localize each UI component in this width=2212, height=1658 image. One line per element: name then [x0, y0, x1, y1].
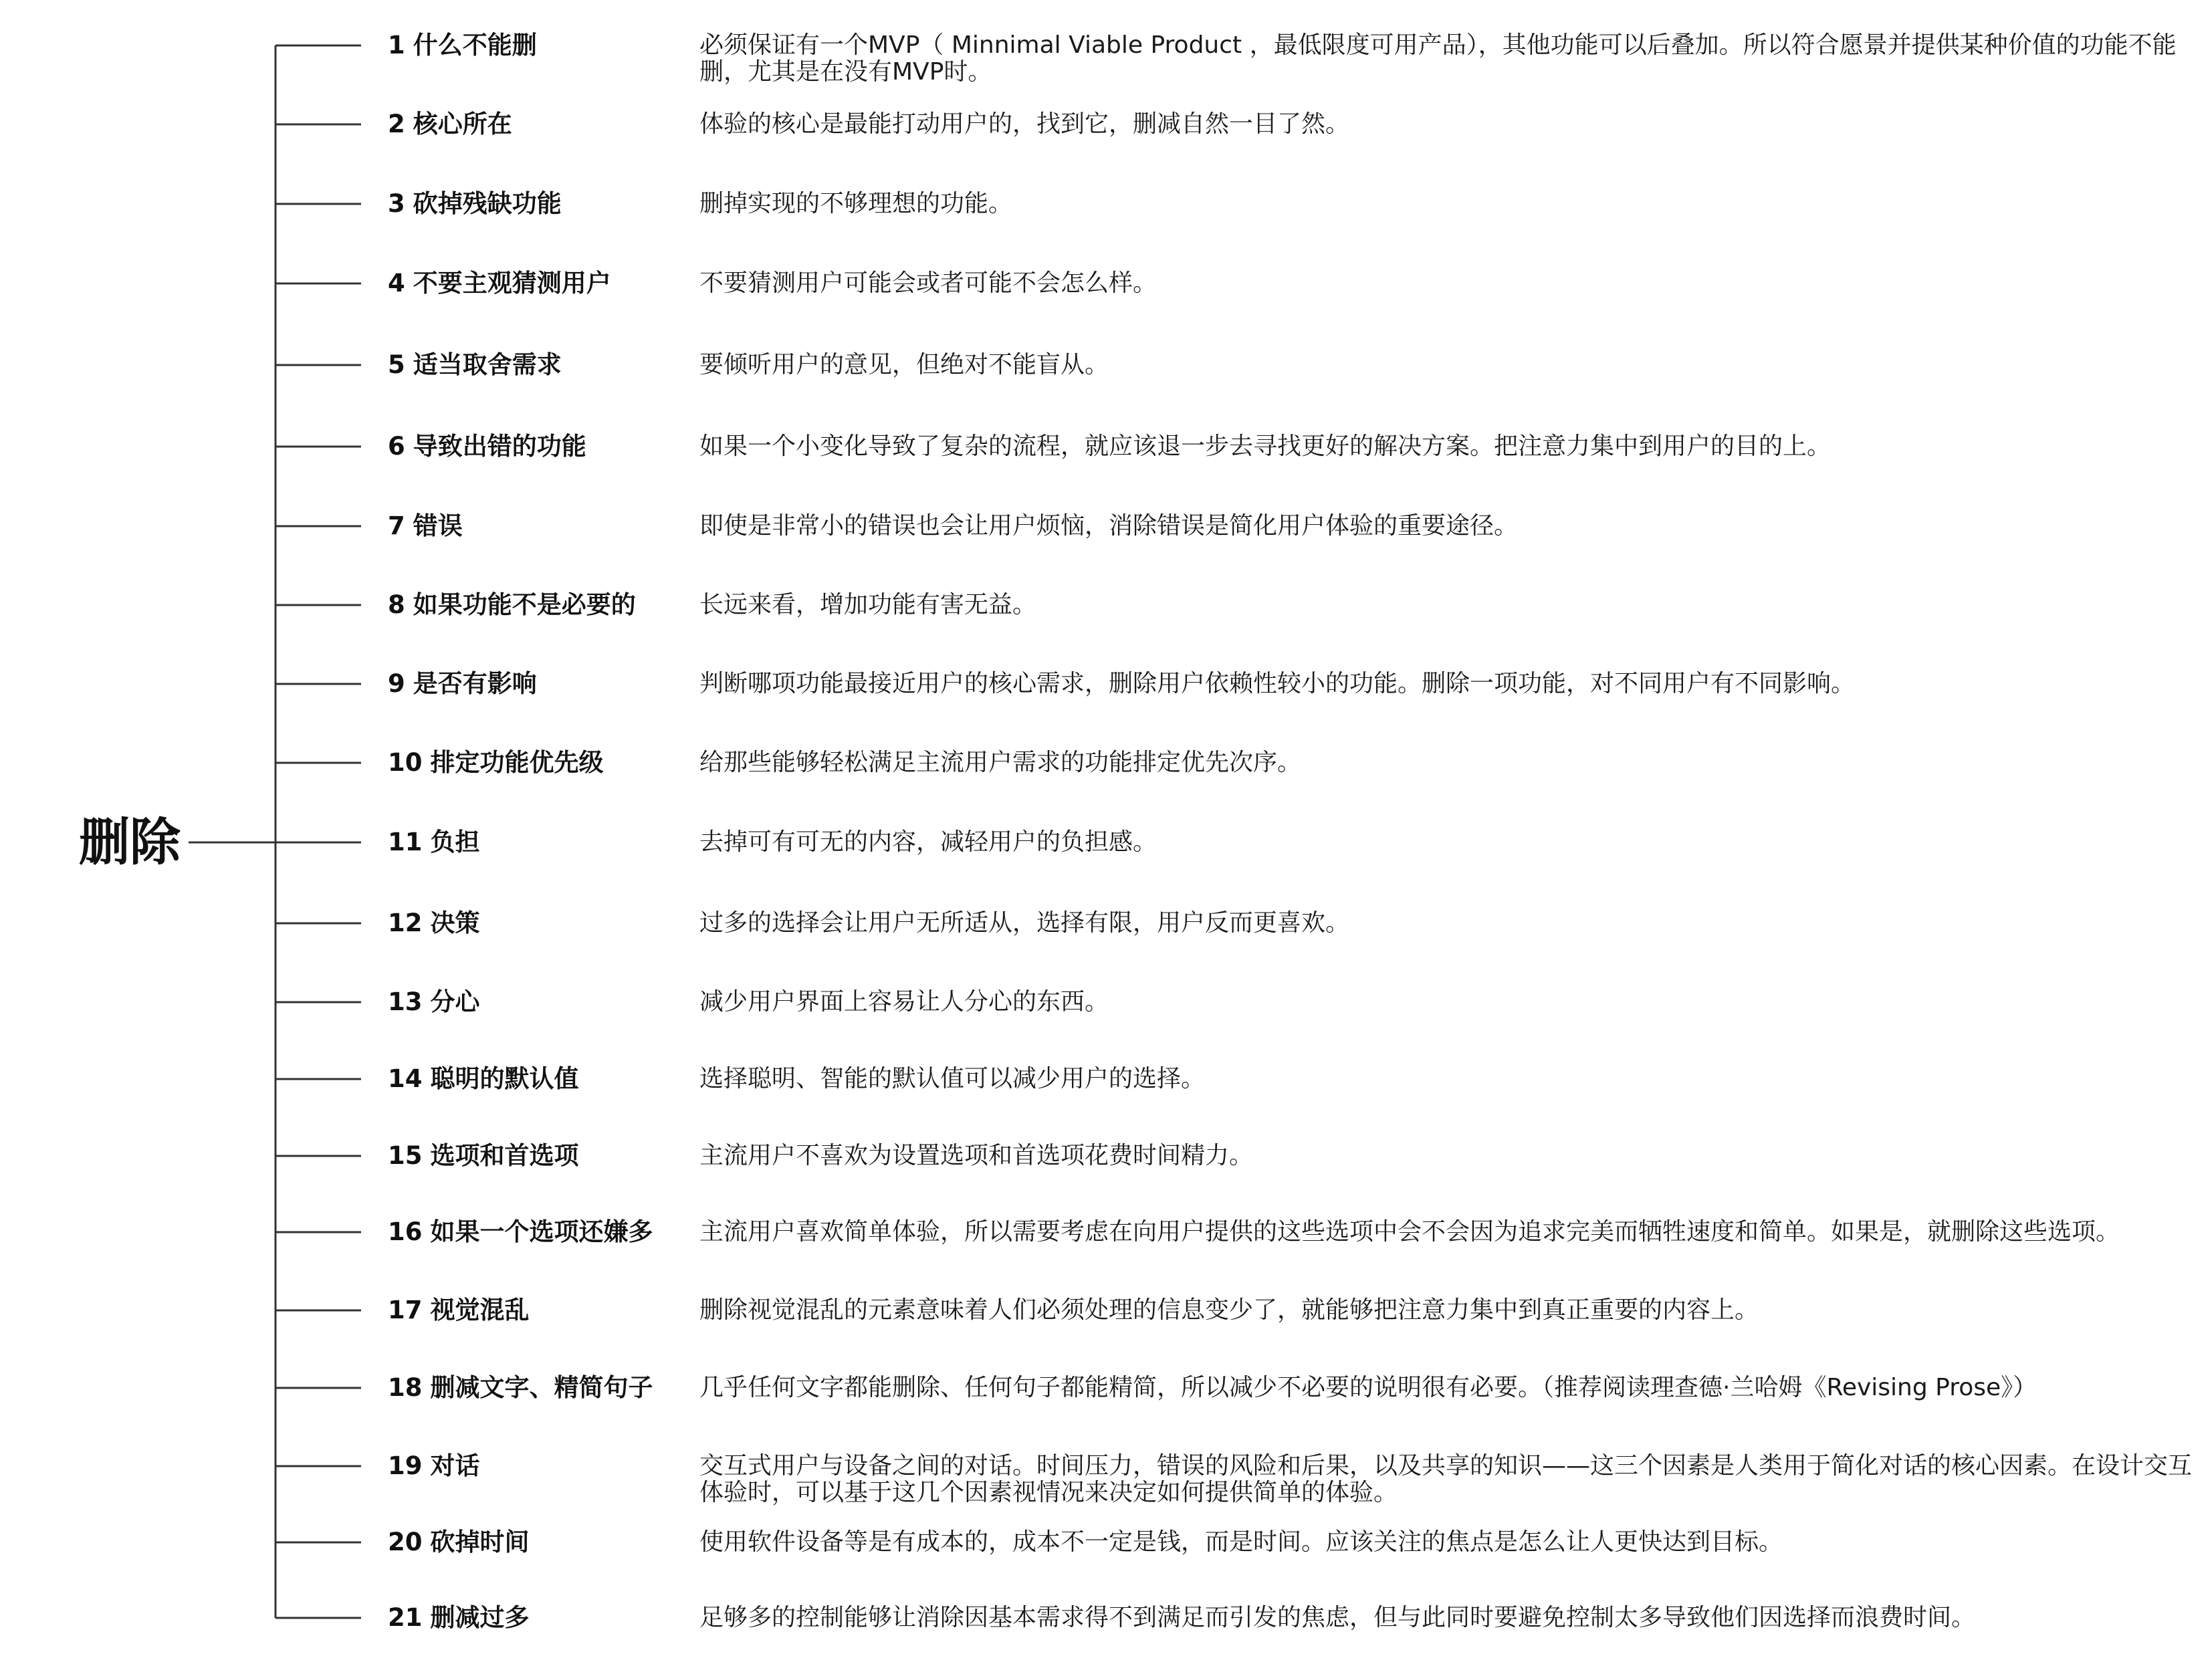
branch-item-description: 给那些能够轻松满足主流用户需求的功能排定优先次序。 [699, 749, 1302, 776]
branch-item-description: 不要猜测用户可能会或者可能不会怎么样。 [699, 269, 1157, 297]
branch-lines [275, 45, 361, 1618]
branch-item-label: 聪明的默认值 [430, 1064, 579, 1093]
branch-item-title [388, 1451, 480, 1482]
branch-item-title [388, 987, 480, 1018]
branch-item-number: 6 [388, 432, 405, 461]
branch-item-title [388, 1217, 653, 1248]
branch-item-title [388, 827, 480, 858]
branch-item-title [388, 109, 512, 140]
branch-item-description: 去掉可有可无的内容，减轻用户的负担感。 [699, 828, 1157, 856]
branch-item-description: 删掉实现的不够理想的功能。 [699, 190, 1013, 217]
branch-item-title [388, 1603, 530, 1633]
branch-item-description: 交互式用户与设备之间的对话。时间压力，错误的风险和后果，以及共享的知识——这三个因素是人类用于简化对话的核心因素。在设计交互体验时，可以基于这几个因素视情况来决定如何提供简单的体验。 [699, 1452, 2193, 1506]
branch-item-label: 导致出错的功能 [413, 432, 586, 461]
branch-item-number: 8 [388, 590, 405, 619]
branch-item-description: 如果一个小变化导致了复杂的流程，就应该退一步去寻找更好的解决方案。把注意力集中到用户的目的上。 [699, 433, 1832, 460]
branch-item-label: 删减文字、精简句子 [430, 1373, 653, 1402]
branch-item-title [388, 30, 537, 61]
branch-item-description: 要倾听用户的意见，但绝对不能盲从。 [699, 351, 1109, 378]
branch-item-description: 选择聪明、智能的默认值可以减少用户的选择。 [699, 1065, 1206, 1092]
branch-item-title [388, 189, 562, 219]
branch-item-description: 判断哪项功能最接近用户的核心需求，删除用户依赖性较小的功能。删除一项功能，对不同用户有不同影响。 [699, 670, 1856, 697]
branch-item-number: 17 [388, 1296, 423, 1324]
branch-item-description: 使用软件设备等是有成本的，成本不一定是钱，而是时间。应该关注的焦点是怎么让人更快达到目标。 [699, 1528, 1783, 1556]
branch-item-number: 4 [388, 269, 405, 298]
branch-item-description: 必须保证有一个MVP（ Minnimal Viable Product ，最低限度可用产品），其他功能可以后叠加。所以符合愿景并提供某种价值的功能不能删，尤其是在没有MVP时。 [699, 31, 2177, 86]
branch-item-description: 足够多的控制能够让消除因基本需求得不到满足而引发的焦虑，但与此同时要避免控制太多导致他们因选择而浪费时间。 [699, 1604, 1976, 1631]
branch-item-number: 5 [388, 350, 405, 379]
branch-item-number: 14 [388, 1064, 423, 1093]
branch-item-label: 删减过多 [430, 1603, 530, 1632]
branch-item-number: 2 [388, 110, 405, 138]
branch-item-title [388, 350, 562, 380]
branch-item-number: 7 [388, 511, 405, 540]
branch-item-title [388, 1064, 579, 1094]
branch-item-description: 即使是非常小的错误也会让用户烦恼，消除错误是简化用户体验的重要途径。 [699, 512, 1519, 540]
branch-item-label: 选项和首选项 [430, 1141, 579, 1170]
branch-item-label: 排定功能优先级 [430, 748, 604, 777]
branch-item-label: 如果功能不是必要的 [413, 590, 636, 619]
branch-item-number: 10 [388, 748, 423, 777]
branch-item-title [388, 1527, 530, 1558]
branch-item-title [388, 1295, 530, 1326]
branch-item-title [388, 511, 463, 542]
branch-item-title [388, 1373, 653, 1403]
branch-item-label: 分心 [430, 987, 480, 1016]
branch-item-number: 13 [388, 987, 423, 1016]
branch-item-description: 几乎任何文字都能删除、任何句子都能精简，所以减少不必要的说明很有必要。（推荐阅读理查德·兰哈姆《Revising Prose》） [699, 1374, 2037, 1401]
branch-item-description: 体验的核心是最能打动用户的，找到它，删减自然一目了然。 [699, 110, 1350, 138]
branch-item-label: 对话 [430, 1451, 480, 1480]
branch-item-number: 20 [388, 1528, 423, 1556]
branch-item-label: 如果一个选项还嫌多 [430, 1217, 653, 1246]
branch-item-number: 9 [388, 669, 405, 698]
branch-item-label: 负担 [430, 828, 480, 856]
branch-item-label: 决策 [430, 909, 480, 937]
branch-item-label: 是否有影响 [413, 669, 537, 698]
branch-item-number: 18 [388, 1373, 423, 1402]
branch-item-label: 视觉混乱 [430, 1296, 530, 1324]
branch-item-description: 长远来看，增加功能有害无益。 [699, 591, 1037, 618]
branch-item-label: 适当取舍需求 [413, 350, 562, 379]
branch-item-label: 砍掉时间 [430, 1528, 530, 1556]
branch-item-description: 主流用户不喜欢为设置选项和首选项花费时间精力。 [699, 1142, 1254, 1169]
branch-item-label: 不要主观猜测用户 [413, 269, 611, 298]
branch-item-number: 11 [388, 828, 423, 856]
branch-item-title [388, 908, 480, 939]
branch-item-title [388, 590, 636, 620]
branch-item-label: 核心所在 [413, 110, 512, 138]
branch-item-description: 减少用户界面上容易让人分心的东西。 [699, 988, 1109, 1016]
branch-item-title [388, 669, 537, 699]
branch-item-title [388, 1141, 579, 1171]
branch-item-number: 15 [388, 1141, 423, 1170]
branch-item-label: 什么不能删 [413, 31, 537, 60]
root-node-title: 删除 [79, 812, 181, 872]
branch-item-description: 过多的选择会让用户无所适从，选择有限，用户反而更喜欢。 [699, 909, 1350, 937]
branch-item-label: 错误 [413, 511, 463, 540]
branch-item-number: 3 [388, 189, 405, 218]
branch-item-description: 主流用户喜欢简单体验，所以需要考虑在向用户提供的这些选项中会不会因为追求完美而牺牲速度和简单。如果是，就删除这些选项。 [699, 1218, 2120, 1246]
branch-item-number: 1 [388, 31, 405, 60]
branch-item-number: 16 [388, 1217, 423, 1246]
branch-item-title [388, 747, 604, 778]
branch-item-label: 砍掉残缺功能 [413, 189, 562, 218]
branch-item-number: 12 [388, 909, 423, 937]
branch-item-title [388, 268, 611, 299]
branch-item-title [388, 431, 586, 462]
branch-item-number: 19 [388, 1451, 423, 1480]
branch-item-number: 21 [388, 1603, 423, 1632]
branch-item-description: 删除视觉混乱的元素意味着人们必须处理的信息变少了，就能够把注意力集中到真正重要的内容上。 [699, 1296, 1759, 1324]
